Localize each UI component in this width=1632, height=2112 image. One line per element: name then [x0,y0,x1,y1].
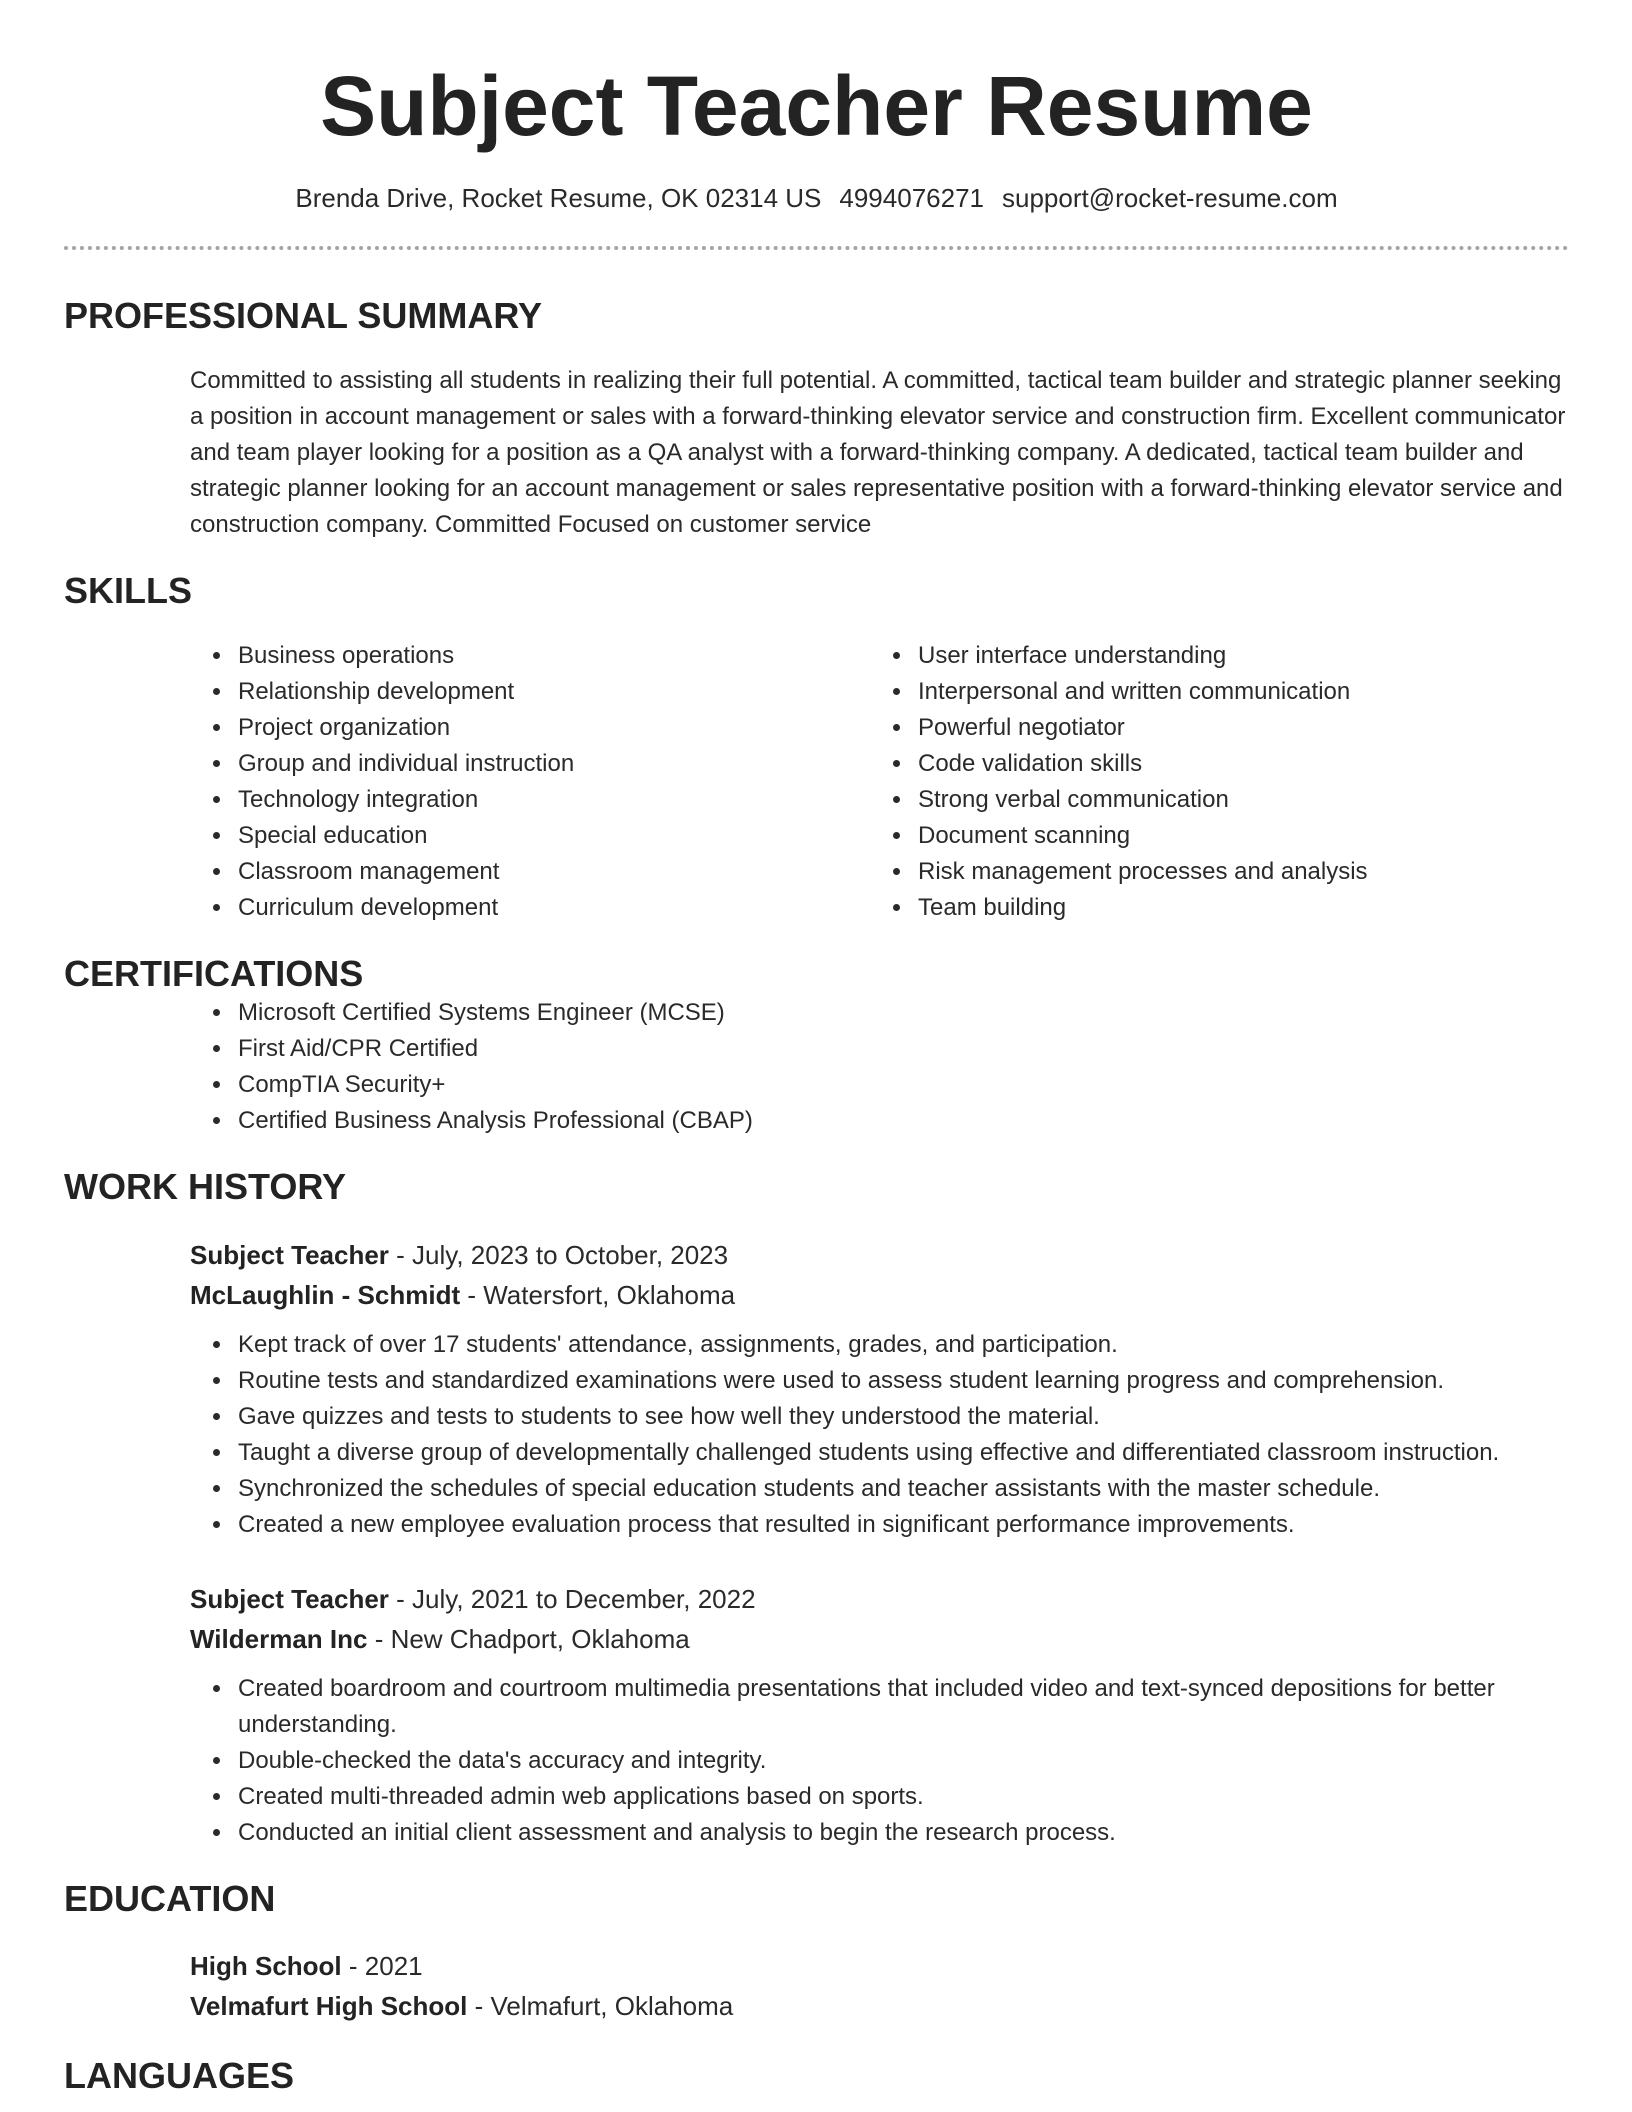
list-item: • Created a new employee evaluation process that resulted in significant performance improvements. [234,1507,1569,1543]
summary-section [64,294,1569,543]
job-entry [190,1579,1569,1851]
list-item: • Classroom management [234,854,744,890]
job-dates: - July, 2021 to December, 2022 [388,1583,756,1614]
education-degree-line [190,1946,1569,1986]
education-section [64,1877,1569,2026]
skills-list-left [64,638,744,926]
job-bullets [190,1671,1569,1851]
certifications-list [64,995,1569,1139]
page-title: Subject Teacher Resume [320,59,1313,153]
job-title-line [190,1579,1569,1619]
education-school-line [190,1986,1569,2026]
list-item: • Microsoft Certified Systems Engineer (MCSE) [234,995,1569,1031]
job-title: Subject Teacher [190,1583,389,1614]
list-item: • Created multi-threaded admin web applications based on sports. [234,1779,1569,1815]
list-item: • Business operations [234,638,744,674]
list-item: • Interpersonal and written communication [914,674,1424,710]
list-item: • Conducted an initial client assessment and analysis to begin the research process. [234,1815,1569,1851]
education-location: - Velmafurt, Oklahoma [467,1990,734,2021]
contact-line [64,183,1569,214]
list-item: • Technology integration [234,782,744,818]
certifications-heading: CERTIFICATIONS [64,953,364,995]
skills-grid [64,638,1569,926]
job-title: Subject Teacher [190,1239,389,1270]
contact-email: support@rocket-resume.com [1002,182,1338,213]
job-dates: - July, 2023 to October, 2023 [388,1239,729,1270]
summary-heading: PROFESSIONAL SUMMARY [64,294,543,336]
header-divider [64,246,1569,250]
list-item: • Document scanning [914,818,1424,854]
list-item: • Powerful negotiator [914,710,1424,746]
list-item: • Double-checked the data's accuracy and integrity. [234,1743,1569,1779]
job-company: McLaughlin - Schmidt [190,1279,461,1310]
job-company-line [190,1619,1569,1659]
list-item: • Relationship development [234,674,744,710]
list-item: • Risk management processes and analysis [914,854,1424,890]
jobs-list [64,1235,1569,1851]
list-item: • Routine tests and standardized examinations were used to assess student learning progress and comprehension. [234,1363,1569,1399]
job-company: Wilderman Inc [190,1623,368,1654]
work-section [64,1165,1569,1850]
languages-heading: LANGUAGES [64,2054,295,2096]
education-school: Velmafurt High School [190,1990,468,2021]
list-item: • Created boardroom and courtroom multimedia presentations that included video and text-synced depositions for better understanding. [234,1671,1569,1743]
list-item: • Curriculum development [234,890,744,926]
languages-section [64,2054,1569,2097]
job-company-line [190,1275,1569,1315]
list-item: • Strong verbal communication [914,782,1424,818]
work-heading: WORK HISTORY [64,1166,347,1208]
skills-heading: SKILLS [64,569,193,611]
skills-section [64,569,1569,926]
list-item: • Code validation skills [914,746,1424,782]
certifications-section [64,952,1569,1139]
list-item: • Certified Business Analysis Professional (CBAP) [234,1103,1569,1139]
skills-column-left [64,638,744,926]
list-item: • User interface understanding [914,638,1424,674]
education-degree: High School [190,1950,342,1981]
job-bullets [190,1327,1569,1543]
summary-text: Committed to assisting all students in realizing their full potential. A committed, tactical team builder and strategic planner seeking a position in account management or sales with a forward-thinking elevator service and construction firm. Excellent communicator and team player looking for a position as a QA analyst with a forward-thinking company. A dedicated, tactical team builder and strategic planner looking for an account management or sales representative position with a forward-thinking elevator service and construction company. Committed Focused on customer service [190,366,1566,538]
skills-list-right [744,638,1424,926]
education-heading: EDUCATION [64,1877,276,1919]
job-entry [190,1235,1569,1543]
list-item: • Team building [914,890,1424,926]
list-item: • CompTIA Security+ [234,1067,1569,1103]
list-item: • Project organization [234,710,744,746]
list-item: • Special education [234,818,744,854]
contact-phone: 4994076271 [839,182,984,213]
list-item: • Group and individual instruction [234,746,744,782]
education-year: - 2021 [341,1950,423,1981]
job-location: - Watersfort, Oklahoma [460,1279,736,1310]
skills-column-right [744,638,1424,926]
job-location: - New Chadport, Oklahoma [367,1623,690,1654]
job-title-line [190,1235,1569,1275]
list-item: • Gave quizzes and tests to students to see how well they understood the material. [234,1399,1569,1435]
list-item: • Synchronized the schedules of special education students and teacher assistants with the master schedule. [234,1471,1569,1507]
list-item: • Kept track of over 17 students' attendance, assignments, grades, and participation. [234,1327,1569,1363]
resume-page [64,0,1569,2097]
education-entry [190,1946,1569,2026]
contact-address: Brenda Drive, Rocket Resume, OK 02314 US [295,182,822,213]
list-item: • First Aid/CPR Certified [234,1031,1569,1067]
list-item: • Taught a diverse group of developmentally challenged students using effective and differentiated classroom instruction. [234,1435,1569,1471]
